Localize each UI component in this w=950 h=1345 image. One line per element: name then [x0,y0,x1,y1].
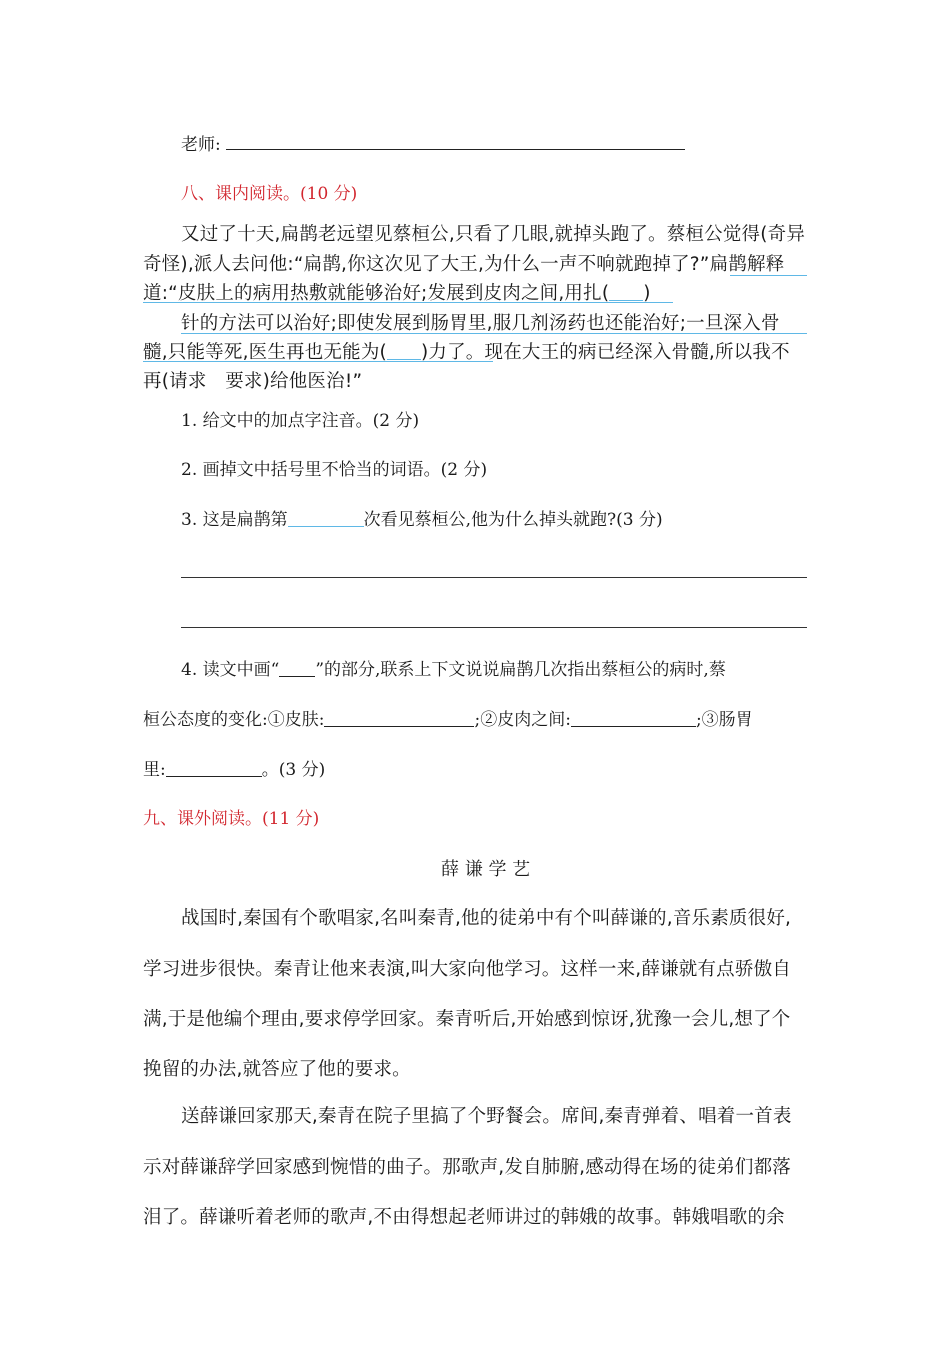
passage-9-line-7: 泪了。薛谦听着老师的歌声,不由得想起老师讲过的韩娥的故事。韩娥唱歌的余 [143,1207,785,1228]
passage-underline-d [143,361,493,362]
passage-8-line-2 [143,250,784,276]
question-4-score: 。(3 分) [261,760,326,780]
section-9-heading: 九、课外阅读。(11 分) [143,809,320,829]
question-4-skin-label: 桓公态度的变化:①皮肤: [143,710,325,730]
question-4-flesh-label: ;②皮肉之间: [474,710,571,730]
pinyin-blank-1[interactable] [609,282,643,302]
question-4-line-3 [143,755,325,780]
stomach-answer-blank[interactable] [166,759,262,777]
teacher-answer-line[interactable] [226,149,685,150]
passage-8-line-2-text: 奇怪),派人去问他:“扁鹊,你这次见了大王,为什么一声不响就跑掉了?”扁鹊解释 [143,254,785,275]
passage-9-line-5: 送薛谦回家那天,秦青在院子里搞了个野餐会。席间,秦青弹着、唱着一首表 [181,1106,792,1127]
question-3-prefix: 3. 这是扁鹊第 [181,510,288,530]
question-4-line-2 [143,705,753,730]
passage-8-line-3-text: 道:“皮肤上的病用热敷就能够治好;发展到皮肉之间,用扎( [143,283,610,304]
teacher-label-text: 老师: [181,135,221,155]
question-3-answer-line-2[interactable] [181,627,807,628]
passage-8-line-5-tail: )力了。现在大王的病已经深入骨髓,所以我不 [420,342,790,363]
question-3-count-blank[interactable] [288,509,364,527]
question-4-prefix: 4. 读文中画“ [181,660,280,680]
section-8-heading: 八、课内阅读。(10 分) [181,184,358,204]
passage-9-line-1: 战国时,秦国有个歌唱家,名叫秦青,他的徒弟中有个叫薛谦的,音乐素质很好, [181,908,792,929]
story-title: 薛 谦 学 艺 [441,859,531,880]
passage-8-line-3-close: ) [643,283,651,304]
question-4-stomach-label: ;③肠胃 [695,710,753,730]
teacher-label [181,130,221,155]
passage-9-line-3: 满,于是他编个理由,要求停学回家。秦青听后,开始感到惊讶,犹豫一会儿,想了个 [143,1009,791,1030]
question-4-stomach-cont: 里: [143,760,166,780]
question-3 [181,505,663,530]
passage-8-line-6: 再(请求 要求)给他医治!” [143,371,363,392]
pinyin-blank-2[interactable] [387,341,421,361]
question-4-underline-sample [279,659,315,677]
passage-8-line-5-text: 髓,只能等死,医生再也无能为( [143,342,387,363]
passage-8-line-4: 针的方法可以治好;即使发展到肠胃里,服几剂汤药也还能治好;一旦深入骨 [181,313,780,334]
passage-underline-c [181,333,807,334]
passage-9-line-4: 挽留的办法,就答应了他的要求。 [143,1059,411,1080]
question-1: 1. 给文中的加点字注音。(2 分) [181,411,420,431]
passage-underline-b [143,302,673,303]
question-3-answer-line-1[interactable] [181,577,807,578]
skin-answer-blank[interactable] [324,709,474,727]
question-3-suffix: 次看见蔡桓公,他为什么掉头就跑?(3 分) [363,510,663,530]
passage-8-line-1: 又过了十天,扁鹊老远望见蔡桓公,只看了几眼,就掉头跑了。蔡桓公觉得(奇异 [181,224,806,245]
passage-9-line-2: 学习进步很快。秦青让他来表演,叫大家向他学习。这样一来,薛谦就有点骄傲自 [143,959,791,980]
passage-9-line-6: 示对薛谦辞学回家感到惋惜的曲子。那歌声,发自肺腑,感动得在场的徒弟们都落 [143,1157,791,1178]
question-2: 2. 画掉文中括号里不恰当的词语。(2 分) [181,460,488,480]
question-4-line-1 [181,655,726,680]
passage-underline-a [730,275,807,276]
question-4-suffix: ”的部分,联系上下文说说扁鹊几次指出蔡桓公的病时,蔡 [315,660,726,680]
flesh-answer-blank[interactable] [571,709,696,727]
